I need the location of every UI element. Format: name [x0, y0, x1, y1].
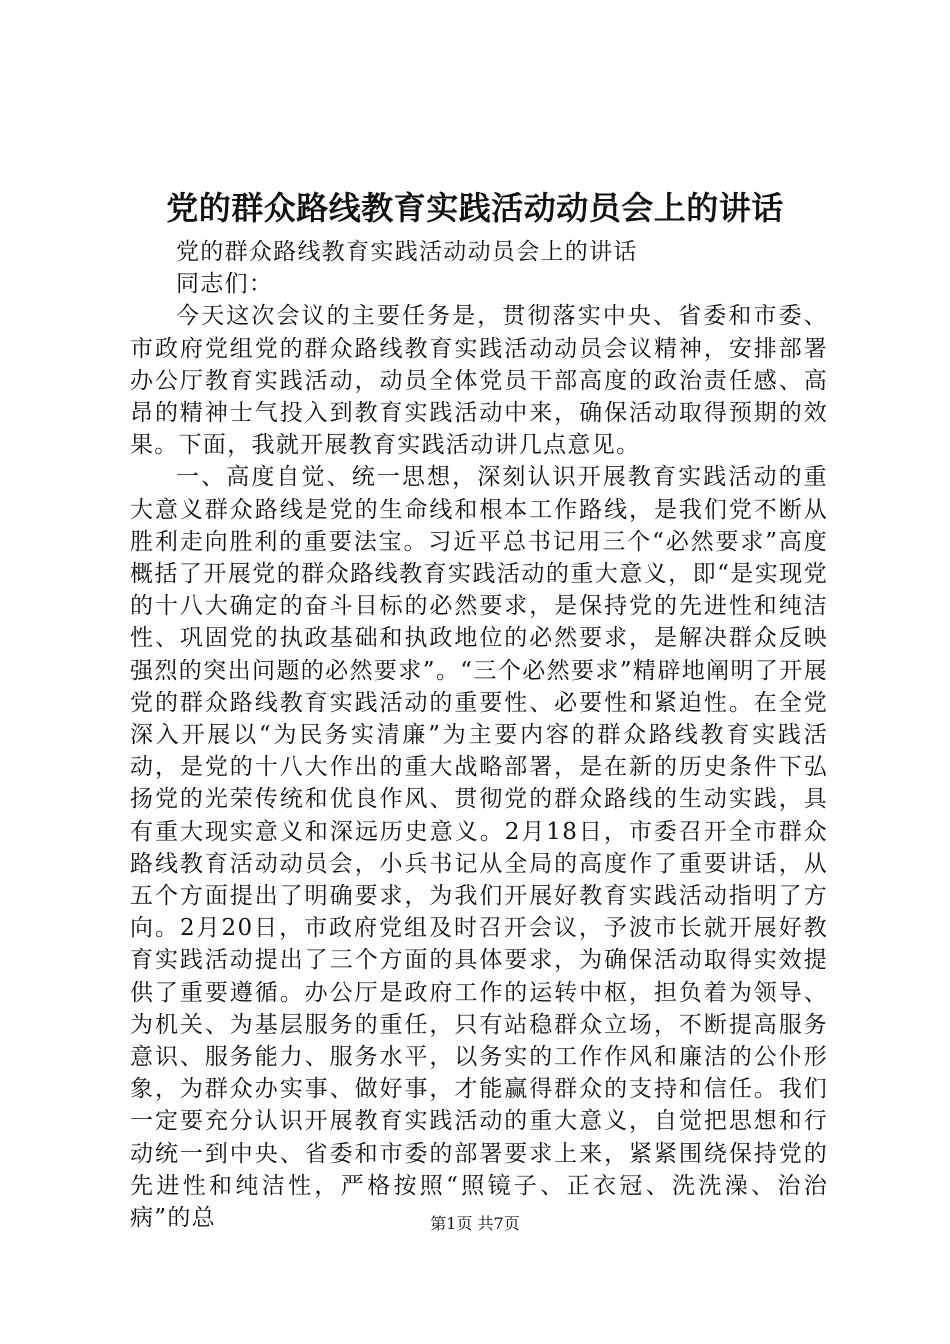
page-number-footer: 第1页 共7页 [430, 1214, 520, 1233]
document-title: 党的群众路线教育实践活动动员会上的讲话 [166, 189, 784, 227]
subtitle-paragraph: 党的群众路线教育实践活动动员会上的讲话 [176, 239, 638, 265]
intro-paragraph: 今天这次会议的主要任务是，贯彻落实中央、省委和市委、市政府党组党的群众路线教育实践活动动员会议精神，安排部署办公厅教育实践活动，动员全体党员干部高度的政治责任感、高昂的精神士气投入到教育实践活动中来，确保活动取得预期的效果。下面，我就开展教育实践活动讲几点意见。 [130, 303, 828, 459]
document-body [130, 236, 828, 1234]
section-one-paragraph: 一、高度自觉、统一思想，深刻认识开展教育实践活动的重大意义群众路线是党的生命线和根本工作路线，是我们党不断从胜利走向胜利的重要法宝。习近平总书记用三个“必然要求”高度概括了开展党的群众路线教育实践活动的重大意义，即“是实现党的十八大确定的奋斗目标的必然要求，是保持党的先进性和纯洁性、巩固党的执政基础和执政地位的必然要求，是解决群众反映强烈的突出问题的必然要求”。“三个必然要求”精辟地阐明了开展党的群众路线教育实践活动的重要性、必要性和紧迫性。在全党深入开展以“为民务实清廉”为主要内容的群众路线教育实践活动，是党的十八大作出的重大战略部署，是在新的历史条件下弘扬党的光荣传统和优良作风、贯彻党的群众路线的生动实践，具有重大现实意义和深远历史意义。2月18日，市委召开全市群众路线教育活动动员会，小兵书记从全局的高度作了重要讲话，从五个方面提出了明确要求，为我们开展好教育实践活动指明了方向。2月20日，市政府党组及时召开会议，予波市长就开展好教育实践活动提出了三个方面的具体要求，为确保活动取得实效提供了重要遵循。办公厅是政府工作的运转中枢，担负着为领导、为机关、为基层服务的重任，只有站稳群众立场，不断提高服务意识、服务能力、服务水平，以务实的工作作风和廉洁的公仆形象，为群众办实事、做好事，才能赢得群众的支持和信任。我们一定要充分认识开展教育实践活动的重大意义，自觉把思想和行动统一到中央、省委和市委的部署要求上来，紧紧围绕保持党的先进性和纯洁性，严格按照“照镜子、正衣冠、洗洗澡、治治病”的总 [130, 464, 828, 1232]
salutation-paragraph: 同志们： [176, 271, 274, 298]
